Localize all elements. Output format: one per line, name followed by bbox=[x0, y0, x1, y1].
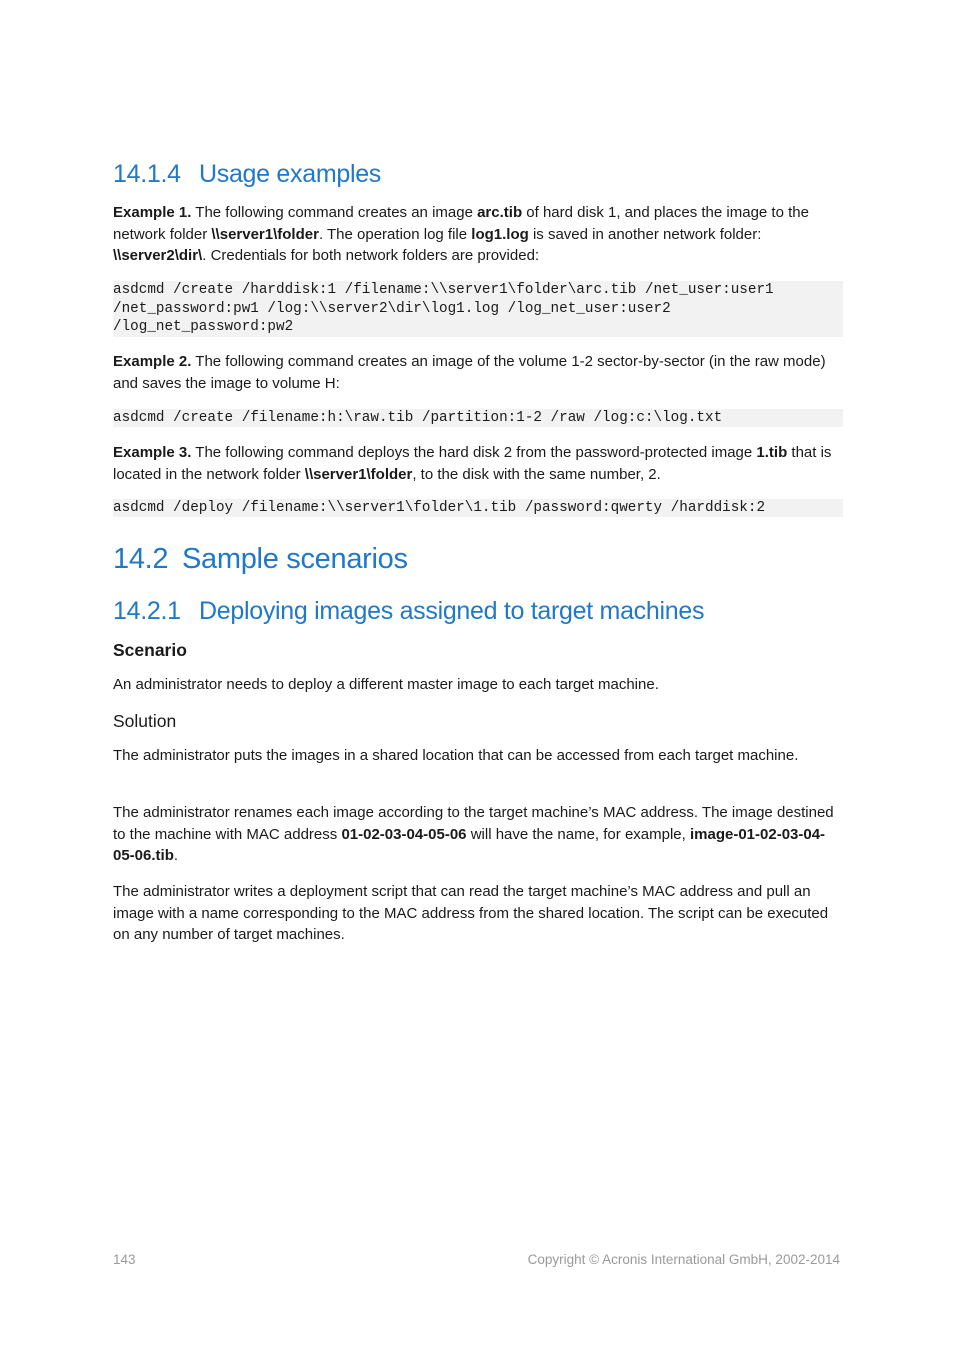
scenario-text: An administrator needs to deploy a different master image to each target machine. bbox=[113, 676, 659, 693]
example-3-code-block: asdcmd /deploy /filename:\\server1\folder\1.tib /password:qwerty /harddisk:2 bbox=[113, 499, 843, 517]
section-heading-14-2-1: 14.2.1 Deploying images assigned to target machines bbox=[113, 597, 705, 625]
copyright-notice: Copyright © Acronis International GmbH, 2002-2014 bbox=[527, 1252, 840, 1267]
example-1-code-block: asdcmd /create /harddisk:1 /filename:\\server1\folder\arc.tib /net_user:user1 /net_password:pw1 /log:\\server2\dir\log1.log /log_net_user:user2 /log_net_password:pw2 bbox=[113, 281, 843, 337]
solution-heading: Solution bbox=[113, 711, 177, 731]
solution-paragraph-2: The administrator renames each image according to the target machine’s MAC address. The image destined to the machine with MAC address 01-02-03-04-05-06 will have the name, for example, image-01-02-03-04-05-06.tib. bbox=[113, 804, 834, 864]
solution-paragraph-3: The administrator writes a deployment script that can read the target machine’s MAC address and pull an image with a name corresponding to the MAC address from the shared location. The script can be executed on any number of target machines. bbox=[113, 883, 829, 943]
scenario-heading: Scenario bbox=[113, 640, 187, 660]
page-number: 143 bbox=[113, 1252, 136, 1267]
example-1-paragraph: Example 1. The following command creates an image arc.tib of hard disk 1, and places the image to the network folder \\server1\folder. The operation log file log1.log is saved in another network folder: \\server2\dir\. Credentials for both network folders are provided: bbox=[113, 204, 809, 264]
example-2-paragraph: Example 2. The following command creates an image of the volume 1-2 sector-by-sector (in the raw mode) and saves the image to volume H: bbox=[113, 353, 826, 392]
section-heading-14-1-4: 14.1.4 Usage examples bbox=[113, 160, 382, 188]
example-2-code-block: asdcmd /create /filename:h:\raw.tib /partition:1-2 /raw /log:c:\log.txt bbox=[113, 409, 843, 427]
solution-paragraph-1: The administrator puts the images in a shared location that can be accessed from each target machine. bbox=[113, 747, 799, 764]
example-3-paragraph: Example 3. The following command deploys the hard disk 2 from the password-protected image 1.tib that is located in the network folder \\server1\folder, to the disk with the same number, 2. bbox=[113, 444, 832, 483]
section-heading-14-2: 14.2 Sample scenarios bbox=[113, 543, 408, 575]
